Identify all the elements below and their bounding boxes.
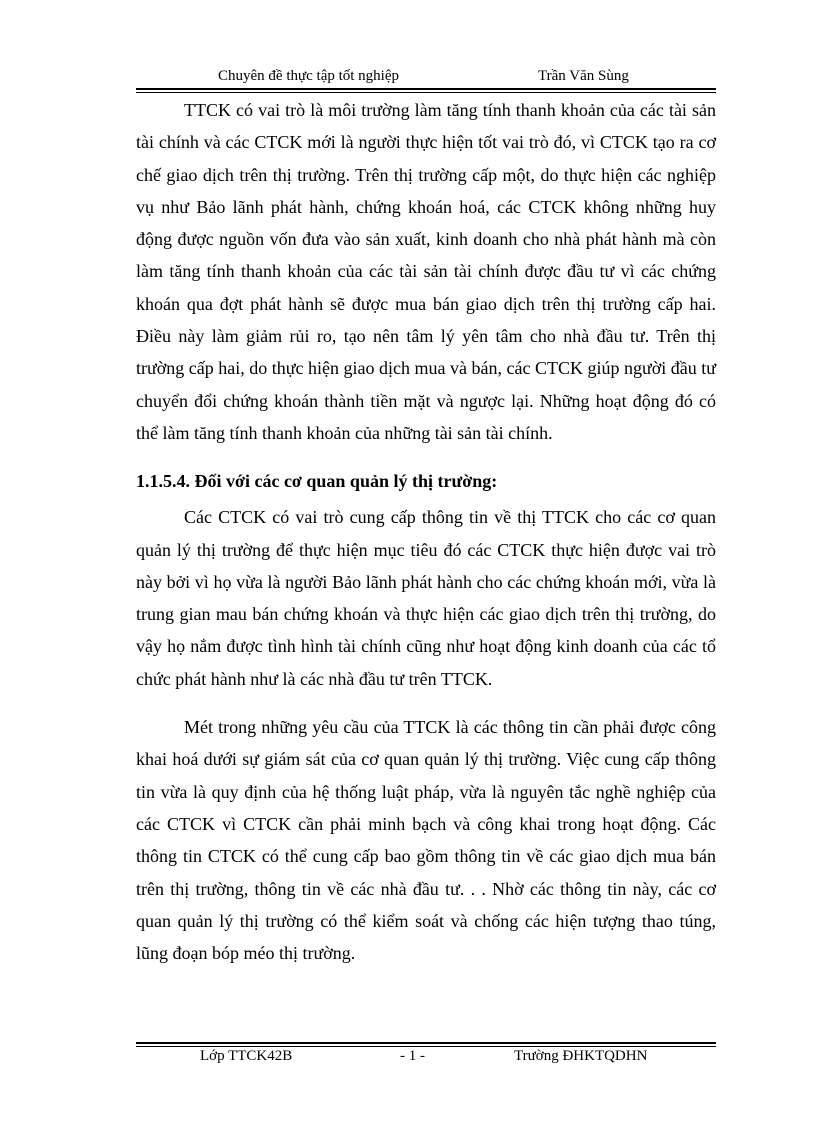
header-document-title: Chuyên đề thực tập tốt nghiệp: [218, 68, 400, 84]
footer-class-name: Lớp TTCK42B: [200, 1048, 293, 1064]
footer-university-name: Trường ĐHKTQDHN: [514, 1048, 648, 1064]
footer-rule: [136, 1042, 716, 1044]
paragraph-liquidity: TTCK có vai trò là môi trường làm tăng tính thanh khoản của các tài sản tài chính và các CTCK mới là người thực hiện tốt vai trò đó, vì CTCK tạo ra cơ chế giao dịch trên thị trường. Trên thị trường cấp một, do thực hiện các nghiệp vụ như Bảo lãnh phát hành, chứng khoán hoá, các CTCK không những huy động được nguồn vốn đưa vào sản xuất, kinh doanh cho nhà phát hành mà còn làm tăng tính thanh khoản của các tài sản tài chính được đầu tư vì các chứng khoán qua đợt phát hành sẽ được mua bán giao dịch trên thị trường cấp hai. Điều này làm giảm rủi ro, tạo nên tâm lý yên tâm cho nhà đầu tư. Trên thị trường cấp hai, do thực hiện giao dịch mua và bán, các CTCK giúp người đầu tư chuyển đổi chứng khoán thành tiền mặt và ngược lại. Những hoạt động đó có thể làm tăng tính thanh khoản của những tài sản tài chính.: [136, 100, 716, 443]
header-rule: [136, 88, 716, 90]
header-author-name: Trần Văn Sùng: [538, 68, 629, 84]
page-body: [136, 94, 716, 969]
footer-page-number: - 1 -: [400, 1048, 425, 1064]
header-rule-thin: [136, 92, 716, 93]
section-heading: 1.1.5.4. Đối với các cơ quan quản lý thị trường:: [136, 471, 498, 492]
footer-rule-thin: [136, 1046, 716, 1047]
paragraph-disclosure: Mét trong những yêu cầu của TTCK là các thông tin cần phải được công khai hoá dưới sự giám sát của cơ quan quản lý thị trường. Việc cung cấp thông tin vừa là quy định của hệ thống luật pháp, vừa là nguyên tắc nghề nghiệp của các CTCK vì CTCK cần phải minh bạch và công khai trong hoạt động. Các thông tin CTCK có thể cung cấp bao gồm thông tin về các giao dịch mua bán trên thị trường, thông tin về các nhà đầu tư. . . Nhờ các thông tin này, các cơ quan quản lý thị trường có thể kiểm soát và chống các hiện tượng thao túng, lũng đoạn bóp méo thị trường.: [136, 717, 716, 964]
paragraph-information-role: Các CTCK có vai trò cung cấp thông tin về thị TTCK cho các cơ quan quản lý thị trường để thực hiện mục tiêu đó các CTCK thực hiện được vai trò này bởi vì họ vừa là người Bảo lãnh phát hành cho các chứng khoán mới, vừa là trung gian mau bán chứng khoán và thực hiện các giao dịch trên thị trường, do vậy họ nắm được tình hình tài chính cũng như hoạt động kinh doanh của các tổ chức phát hành như là các nhà đầu tư trên TTCK.: [136, 507, 716, 689]
